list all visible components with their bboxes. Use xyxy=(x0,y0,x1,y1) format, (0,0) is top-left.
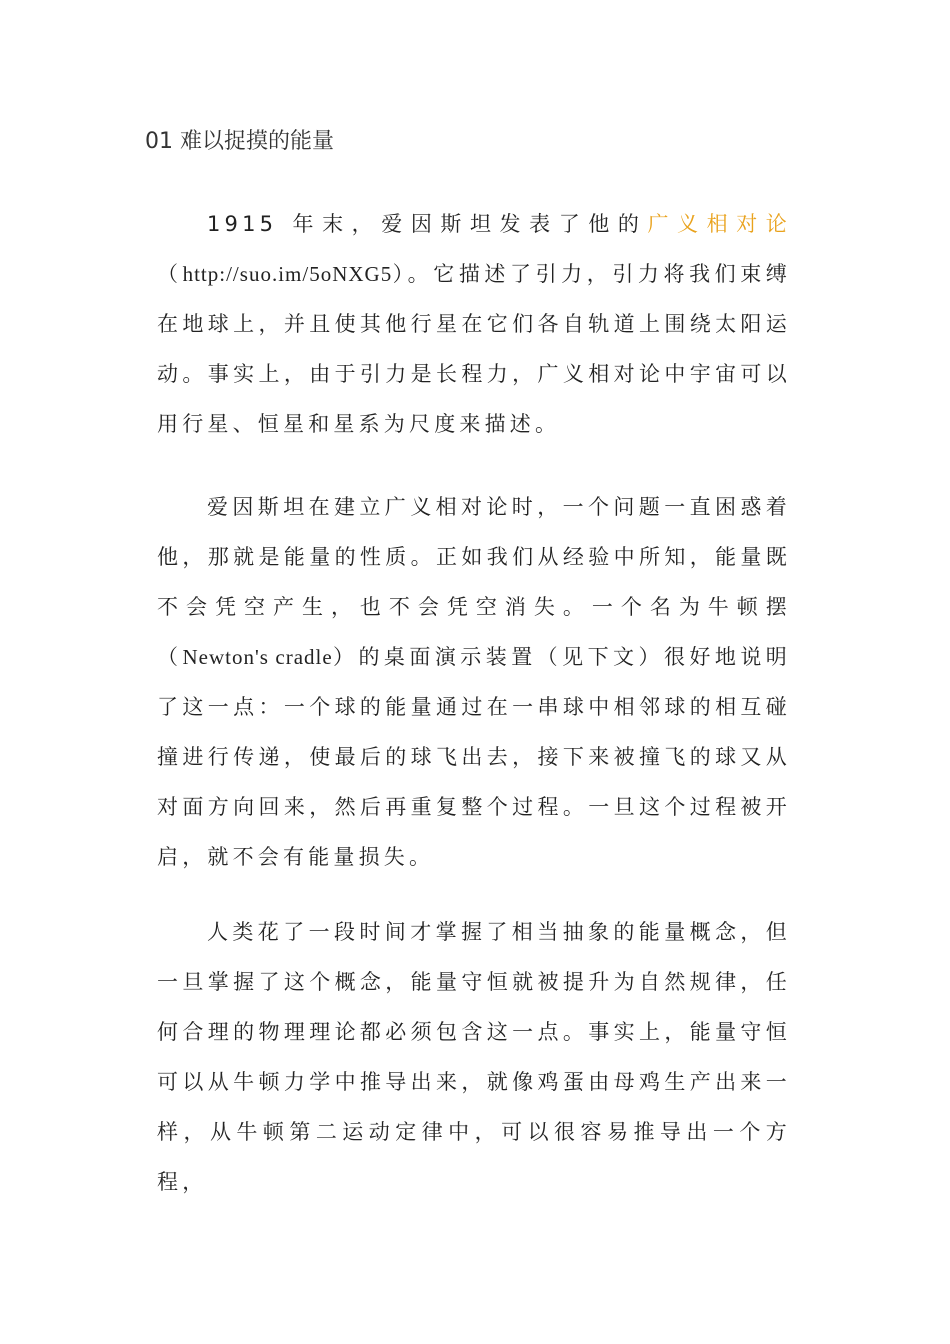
url-close-paren: ） xyxy=(392,262,408,286)
reference-url: http://suo.im/5oNXG5 xyxy=(182,262,393,286)
paragraph-2 xyxy=(157,482,791,882)
paragraph-1-rest: 。它描述了引力，引力将我们束缚在地球上，并且使其他行星在它们各自轨道上围绕太阳运动。事实上，由于引力是长程力，广义相对论中宇宙可以用行星、恒星和星系为尺度来描述。 xyxy=(157,262,792,436)
general-relativity-link[interactable]: 广义相对论 xyxy=(647,212,791,236)
paragraph-2-before: 爱因斯坦在建立广义相对论时，一个问题一直困惑着他，那就是能量的性质。正如我们从经验中所知，能量既不会凭空产生，也不会凭空消失。一个名为牛顿摆（ xyxy=(157,495,791,669)
url-open-paren: （ xyxy=(157,262,183,286)
newtons-cradle-term: Newton's cradle xyxy=(182,645,333,669)
paragraph-1 xyxy=(157,199,791,449)
paragraph-1-lead: 1915 年末，爱因斯坦发表了他的 xyxy=(207,212,648,236)
paragraph-3 xyxy=(157,907,791,1207)
paragraph-3-text: 人类花了一段时间才掌握了相当抽象的能量概念，但一旦掌握了这个概念，能量守恒就被提升为自然规律，任何合理的物理理论都必须包含这一点。事实上，能量守恒可以从牛顿力学中推导出来，就像鸡蛋由母鸡生产出来一样，从牛顿第二运动定律中，可以很容易推导出一个方程， xyxy=(157,920,791,1194)
section-heading: 01 难以捉摸的能量 xyxy=(145,129,334,154)
paragraph-2-after: ）的桌面演示装置（见下文）很好地说明了这一点：一个球的能量通过在一串球中相邻球的相互碰撞进行传递，使最后的球飞出去，接下来被撞飞的球又从对面方向回来，然后再重复整个过程。一旦这个过程被开启，就不会有能量损失。 xyxy=(157,645,791,869)
